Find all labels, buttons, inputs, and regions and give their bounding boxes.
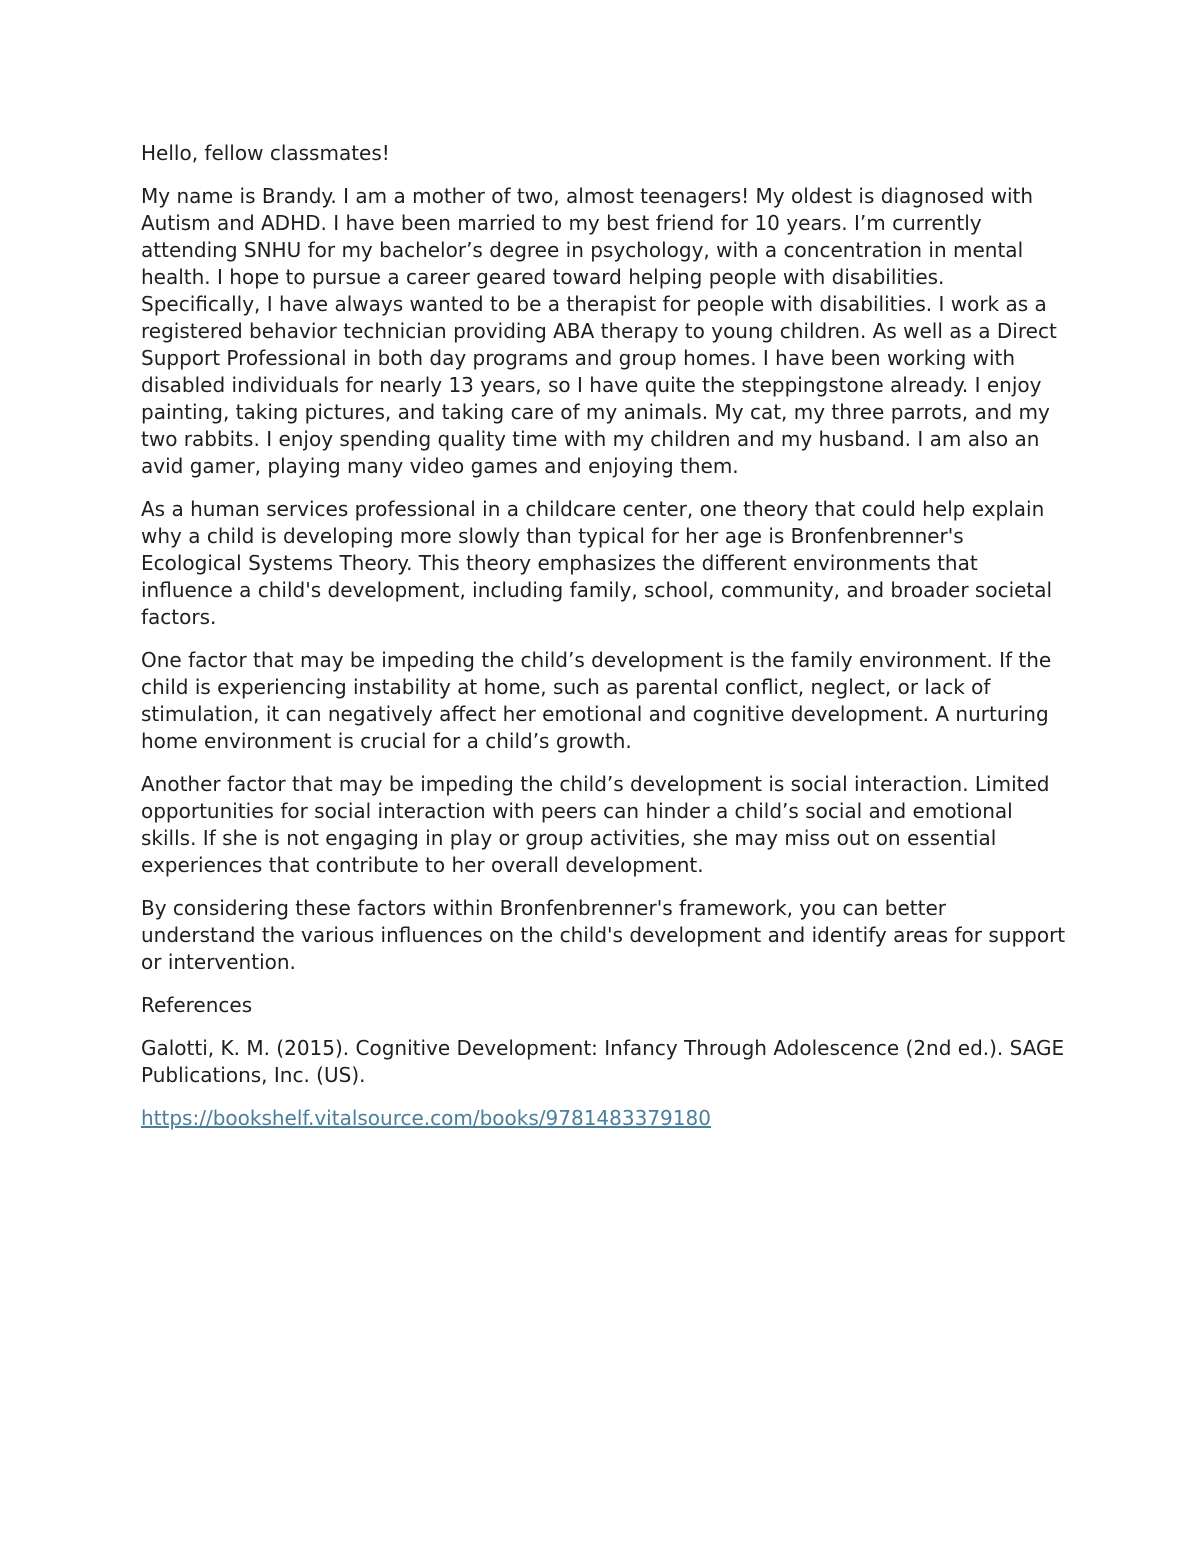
reference-link[interactable]: https://bookshelf.vitalsource.com/books/9781483379180: [141, 1106, 711, 1130]
social-factor-paragraph: Another factor that may be impeding the child’s development is social interaction. Limited opportunities for social interaction with peers can hinder a child’s social and emotional skills. If she is not engaging in play or group activities, she may miss out on essential experiences that contribute to her overall development.: [141, 772, 1050, 877]
reference-citation: Galotti, K. M. (2015). Cognitive Development: Infancy Through Adolescence (2nd ed.). SAGE Publications, Inc. (US).: [141, 1036, 1065, 1087]
references-heading: References: [141, 993, 253, 1017]
document-body: [141, 140, 1066, 1132]
reference-entry: [141, 1035, 1066, 1132]
conclusion-paragraph: By considering these factors within Bronfenbrenner's framework, you can better understand the various influences on the child's development and identify areas for support or intervention.: [141, 896, 1066, 974]
family-factor-paragraph: One factor that may be impeding the child’s development is the family environment. If the child is experiencing instability at home, such as parental conflict, neglect, or lack of stimulation, it can negatively affect her emotional and cognitive development. A nurturing home environment is crucial for a child’s growth.: [141, 648, 1052, 753]
intro-paragraph: My name is Brandy. I am a mother of two, almost teenagers! My oldest is diagnosed with Autism and ADHD. I have been married to my best friend for 10 years. I’m currently attending SNHU for my bachelor’s degree in psychology, with a concentration in mental health. I hope to pursue a career geared toward helping people with disabilities. Specifically, I have always wanted to be a therapist for people with disabilities. I work as a registered behavior technician providing ABA therapy to young children. As well as a Direct Support Professional in both day programs and group homes. I have been working with disabled individuals for nearly 13 years, so I have quite the steppingstone already. I enjoy painting, taking pictures, and taking care of my animals. My cat, my three parrots, and my two rabbits. I enjoy spending quality time with my children and my husband. I am also an avid gamer, playing many video games and enjoying them.: [141, 184, 1057, 478]
theory-paragraph: As a human services professional in a childcare center, one theory that could help explain why a child is developing more slowly than typical for her age is Bronfenbrenner's Ecological Systems Theory. This theory emphasizes the different environments that influence a child's development, including family, school, community, and broader societal factors.: [141, 497, 1053, 629]
greeting: Hello, fellow classmates!: [141, 141, 390, 165]
